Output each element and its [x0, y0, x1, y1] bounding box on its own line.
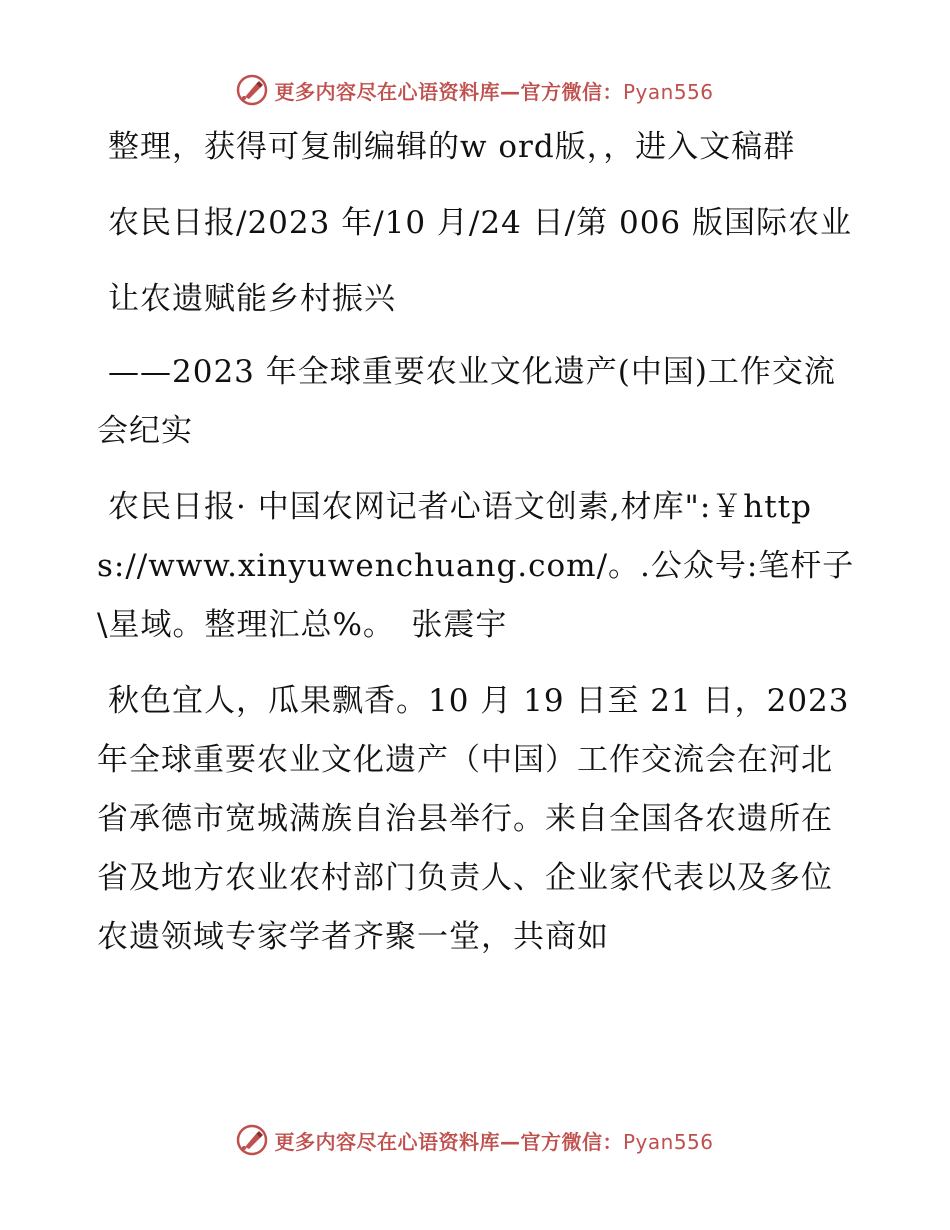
footer-banner [0, 1120, 950, 1160]
article-subtitle: ——2023 年全球重要农业文化遗产(中国)工作交流会纪实 [97, 354, 836, 449]
article-title: 让农遗赋能乡村振兴 [108, 281, 396, 317]
pen-nib-circle-icon [236, 74, 268, 106]
header-banner [0, 70, 950, 110]
header-banner-text: 更多内容尽在心语资料库—官方微信：Pyan556 [274, 79, 714, 104]
header-wechat-id: Pyan556 [622, 79, 714, 104]
paragraph-source: 农民日报/2023 年/10 月/24 日/第 006 版国际农业 [108, 205, 853, 241]
paragraph-intro: 整理，获得可复制编辑的w ord版，，进入文稿群 [108, 129, 796, 165]
paragraph-body: 秋色宜人，瓜果飘香。10 月 19 日至 21 日，2023 年全球重要农业文化遗产（中国）工作交流会在河北省承德市宽城满族自治县举行。来自全国各农遗所在省及地方农业农村部门负责人、企业家代表以及多位农遗领域专家学者齐聚一堂，共商如 [97, 683, 861, 955]
paragraph-byline: 农民日报· 中国农网记者心语文创素,材库":￥https://www.xinyuwenchuang.com/。.公众号:笔杆子\星域。整理汇总%。 张震宇 [97, 489, 855, 643]
footer-wechat-id: Pyan556 [622, 1129, 714, 1154]
pen-nib-circle-icon [236, 1124, 268, 1156]
footer-banner-text: 更多内容尽在心语资料库—官方微信：Pyan556 [274, 1129, 714, 1154]
document-body [97, 118, 861, 984]
